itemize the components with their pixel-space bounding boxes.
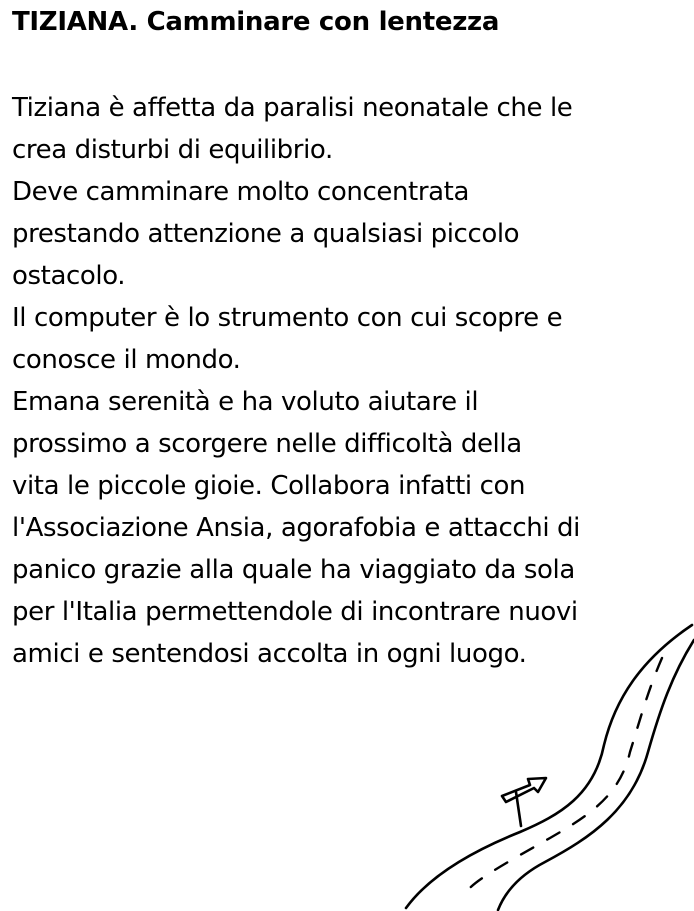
body-line: panico grazie alla quale ha viaggiato da sola xyxy=(12,555,575,585)
body-line: Tiziana è affetta da paralisi neonatale che le xyxy=(12,93,573,123)
body-line: Deve camminare molto concentrata xyxy=(12,177,469,207)
body-line: amici e sentendosi accolta in ogni luogo. xyxy=(12,639,527,669)
body-line: prossimo a scorgere nelle difficoltà della xyxy=(12,429,522,459)
body-line: conosce il mondo. xyxy=(12,345,241,375)
document-body xyxy=(12,87,692,675)
body-line: per l'Italia permettendole di incontrare nuovi xyxy=(12,597,578,627)
body-line: prestando attenzione a qualsiasi piccolo xyxy=(12,219,520,249)
body-line: l'Associazione Ansia, agorafobia e attacchi di xyxy=(12,513,580,543)
signpost-arrow xyxy=(502,778,546,802)
body-line: crea disturbi di equilibrio. xyxy=(12,135,333,165)
document-title: TIZIANA. Camminare con lentezza xyxy=(12,7,500,37)
body-line: ostacolo. xyxy=(12,261,126,291)
road-center-line xyxy=(468,658,662,890)
body-line: Emana serenità e ha voluto aiutare il xyxy=(12,387,479,417)
signpost-pole xyxy=(516,792,521,826)
road-right-edge xyxy=(498,640,694,910)
body-line: vita le piccole gioie. Collabora infatti con xyxy=(12,471,526,501)
body-line: Il computer è lo strumento con cui scopre e xyxy=(12,303,563,333)
